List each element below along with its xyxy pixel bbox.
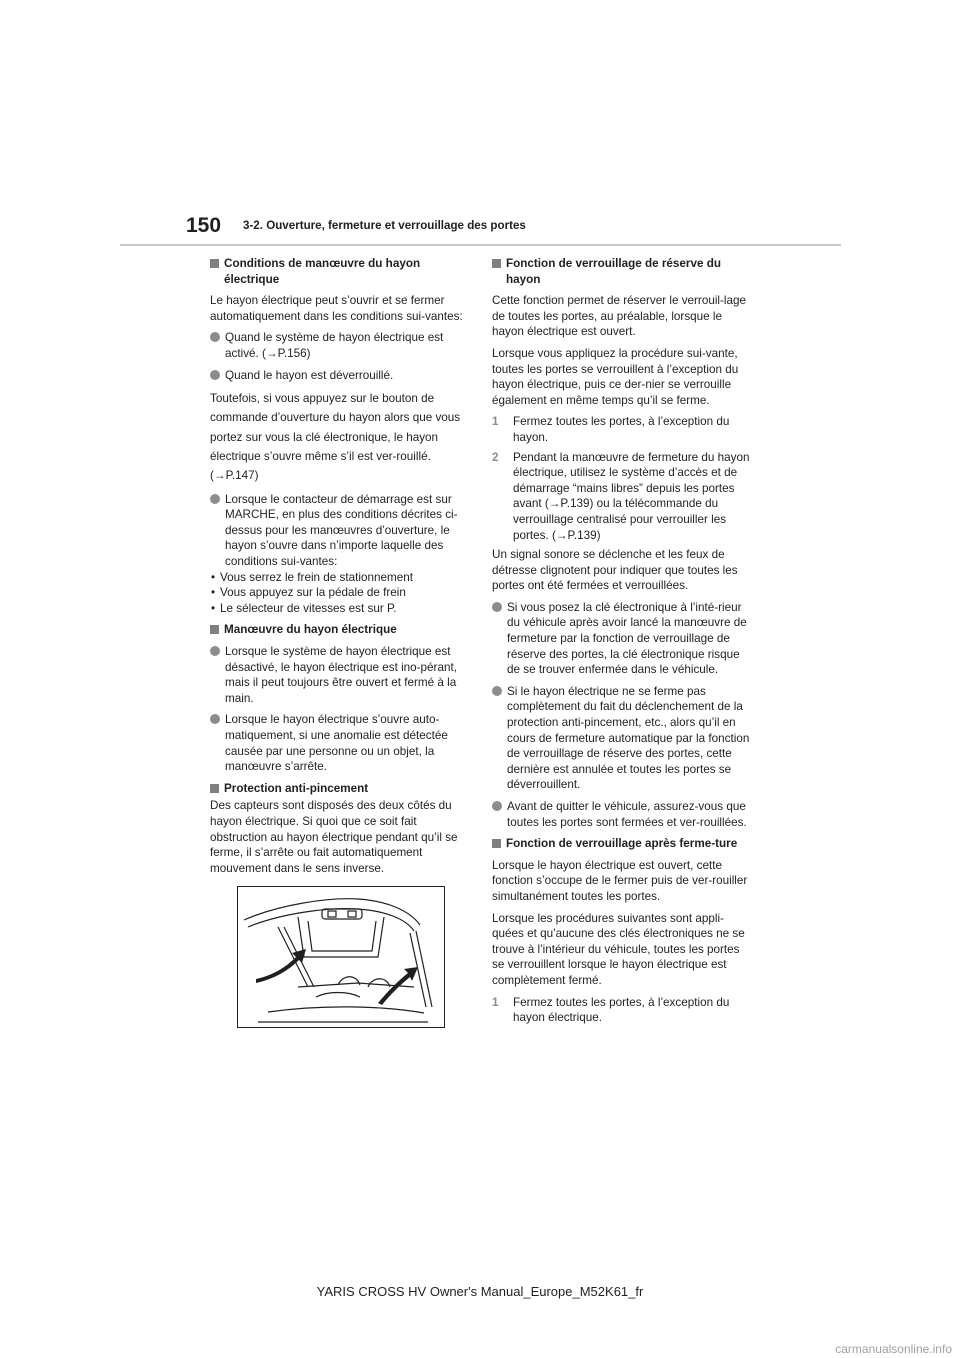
paragraph: Lorsque les procédures suivantes sont appli-quées et qu’aucune des clés électroniques ne se trouve à l’intérieur du véhicule, toutes les portes se verrouillent lorsque le hayon électrique est complètement fermé. [492,911,745,987]
circle-bullet-icon [210,646,220,656]
square-bullet-icon [492,839,501,848]
section-heading: Fonction de verrouillage après ferme-ture [492,836,750,852]
bullet-item: Quand le système de hayon électrique est activé. (→P.156) [210,330,468,361]
paragraph: Toutefois, si vous appuyez sur le bouton de commande d’ouverture du hayon alors que vous portez sur vous la clé électronique, le hayon électrique s’ouvre même s’il est ver-rouillé. (→P.147) [210,392,461,483]
step-item: 1 Fermez toutes les portes, à l’exception du hayon électrique. [492,995,730,1025]
sub-bullet-mark: • [211,601,216,615]
section-heading: Protection anti-pincement [210,781,468,797]
step-item: 1 Fermez toutes les portes, à l’exception du hayon. [492,415,730,444]
square-bullet-icon [492,259,501,268]
page-number: 150 [186,214,222,237]
paragraph: Lorsque le hayon électrique est ouvert, cette fonction s’occupe de le fermer puis de ver-rouiller simultanément toutes les portes. [492,858,748,903]
square-bullet-icon [210,625,219,634]
circle-bullet-icon [492,801,502,811]
paragraph: Un signal sonore se déclenche et les feux de détresse clignotent pour indiquer que toutes les portes ont été fermées et verrouillées. [492,548,738,593]
step-item: 2 Pendant la manœuvre de fermeture du hayon électrique, utilisez le système d’accès et de démarrage “mains libres” depuis les portes avant (→P.139) ou la télécommande du verrouillage centralisé pour verrouiller les portes. (→P.139) [492,450,750,542]
paragraph: Le hayon électrique peut s’ouvrir et se fermer automatiquement dans les conditions sui-vantes: [210,294,463,323]
bullet-item: Si le hayon électrique ne se ferme pas complètement du fait du déclenchement de la protection anti-pincement, etc., alors qu’il en cours de fermeture automatique par la fonction de verrouillage de réserve des portes, cette dernière est annulée et toutes les portes se déverrouillent. [492,684,750,793]
tailgate-illustration [237,886,445,1028]
bullet-item: Lorsque le système de hayon électrique est désactivé, le hayon électrique est ino-pérant, mais il peut toujours être ouvert et fermé à la main. [210,644,468,706]
circle-bullet-icon [210,332,220,342]
right-column [492,256,750,1030]
paragraph: Cette fonction permet de réserver le verrouil-lage de toutes les portes, au préalable, lorsque le hayon électrique est ouvert. [492,294,746,339]
sub-bullet-mark: • [211,586,216,600]
circle-bullet-icon [492,686,502,696]
step-number: 2 [492,450,499,464]
header-rule [120,244,841,246]
sub-item: • Le sélecteur de vitesses est sur P. [211,601,397,615]
sub-item: • Vous serrez le frein de stationnement [211,570,413,584]
bullet-item: Quand le hayon est déverrouillé. [210,368,468,384]
circle-bullet-icon [210,370,220,380]
bullet-item: Si vous posez la clé électronique à l’inté-rieur du véhicule après avoir lancé la manœuvre de fermeture par la fonction de verrouillage de réserve des portes, la clé électronique risque de se trouver enfermée dans le véhicule. [492,600,750,678]
footer: YARIS CROSS HV Owner's Manual_Europe_M52K61_fr [316,1284,644,1299]
square-bullet-icon [210,784,219,793]
section-heading: Fonction de verrouillage de réserve du hayon [492,256,750,287]
sub-item: • Vous appuyez sur la pédale de frein [211,586,406,600]
square-bullet-icon [210,259,219,268]
watermark[interactable]: carmanualsonline.info [835,1342,952,1356]
sub-bullet-mark: • [211,570,216,584]
section-heading: Conditions de manœuvre du hayon électrique [210,256,468,287]
bullet-item: Avant de quitter le véhicule, assurez-vous que toutes les portes sont fermées et ver-rouillées. [492,799,750,830]
bullet-item: Lorsque le hayon électrique s’ouvre auto-matiquement, si une anomalie est détectée causée par une personne ou un objet, la manœuvre s’arrête. [210,712,468,774]
left-column [210,256,468,1028]
circle-bullet-icon [210,494,220,504]
paragraph: Lorsque vous appliquez la procédure sui-vante, toutes les portes se verrouillent à l’exception du hayon électrique, puis ce der-nier se verrouille également en même temps qu’il se ferme. [492,346,739,407]
circle-bullet-icon [492,602,502,612]
step-number: 1 [492,415,499,429]
tailgate-sensor-drawing [238,887,444,1027]
circle-bullet-icon [210,714,220,724]
step-number: 1 [492,995,499,1009]
bullet-item: Lorsque le contacteur de démarrage est sur MARCHE, en plus des conditions décrites ci-dessus pour les manœuvres d’ouverture, le hayon s’ouvre dans n’importe laquelle des conditions sui-vantes: • Vous serrez le frein de stationnement • Vous appuyez sur la pédale de frein • Le sélecteur de vitesses est sur P. [210,492,468,617]
chapter-title: 3-2. Ouverture, fermeture et verrouillage des portes [243,219,526,232]
paragraph: Des capteurs sont disposés des deux côtés du hayon électrique. Si quoi que ce soit fait obstruction au hayon électrique pendant qu’il se ferme, il s’arrête ou fait automatiquement mouvement dans le sens inverse. [210,799,458,875]
section-heading: Manœuvre du hayon électrique [210,622,468,638]
